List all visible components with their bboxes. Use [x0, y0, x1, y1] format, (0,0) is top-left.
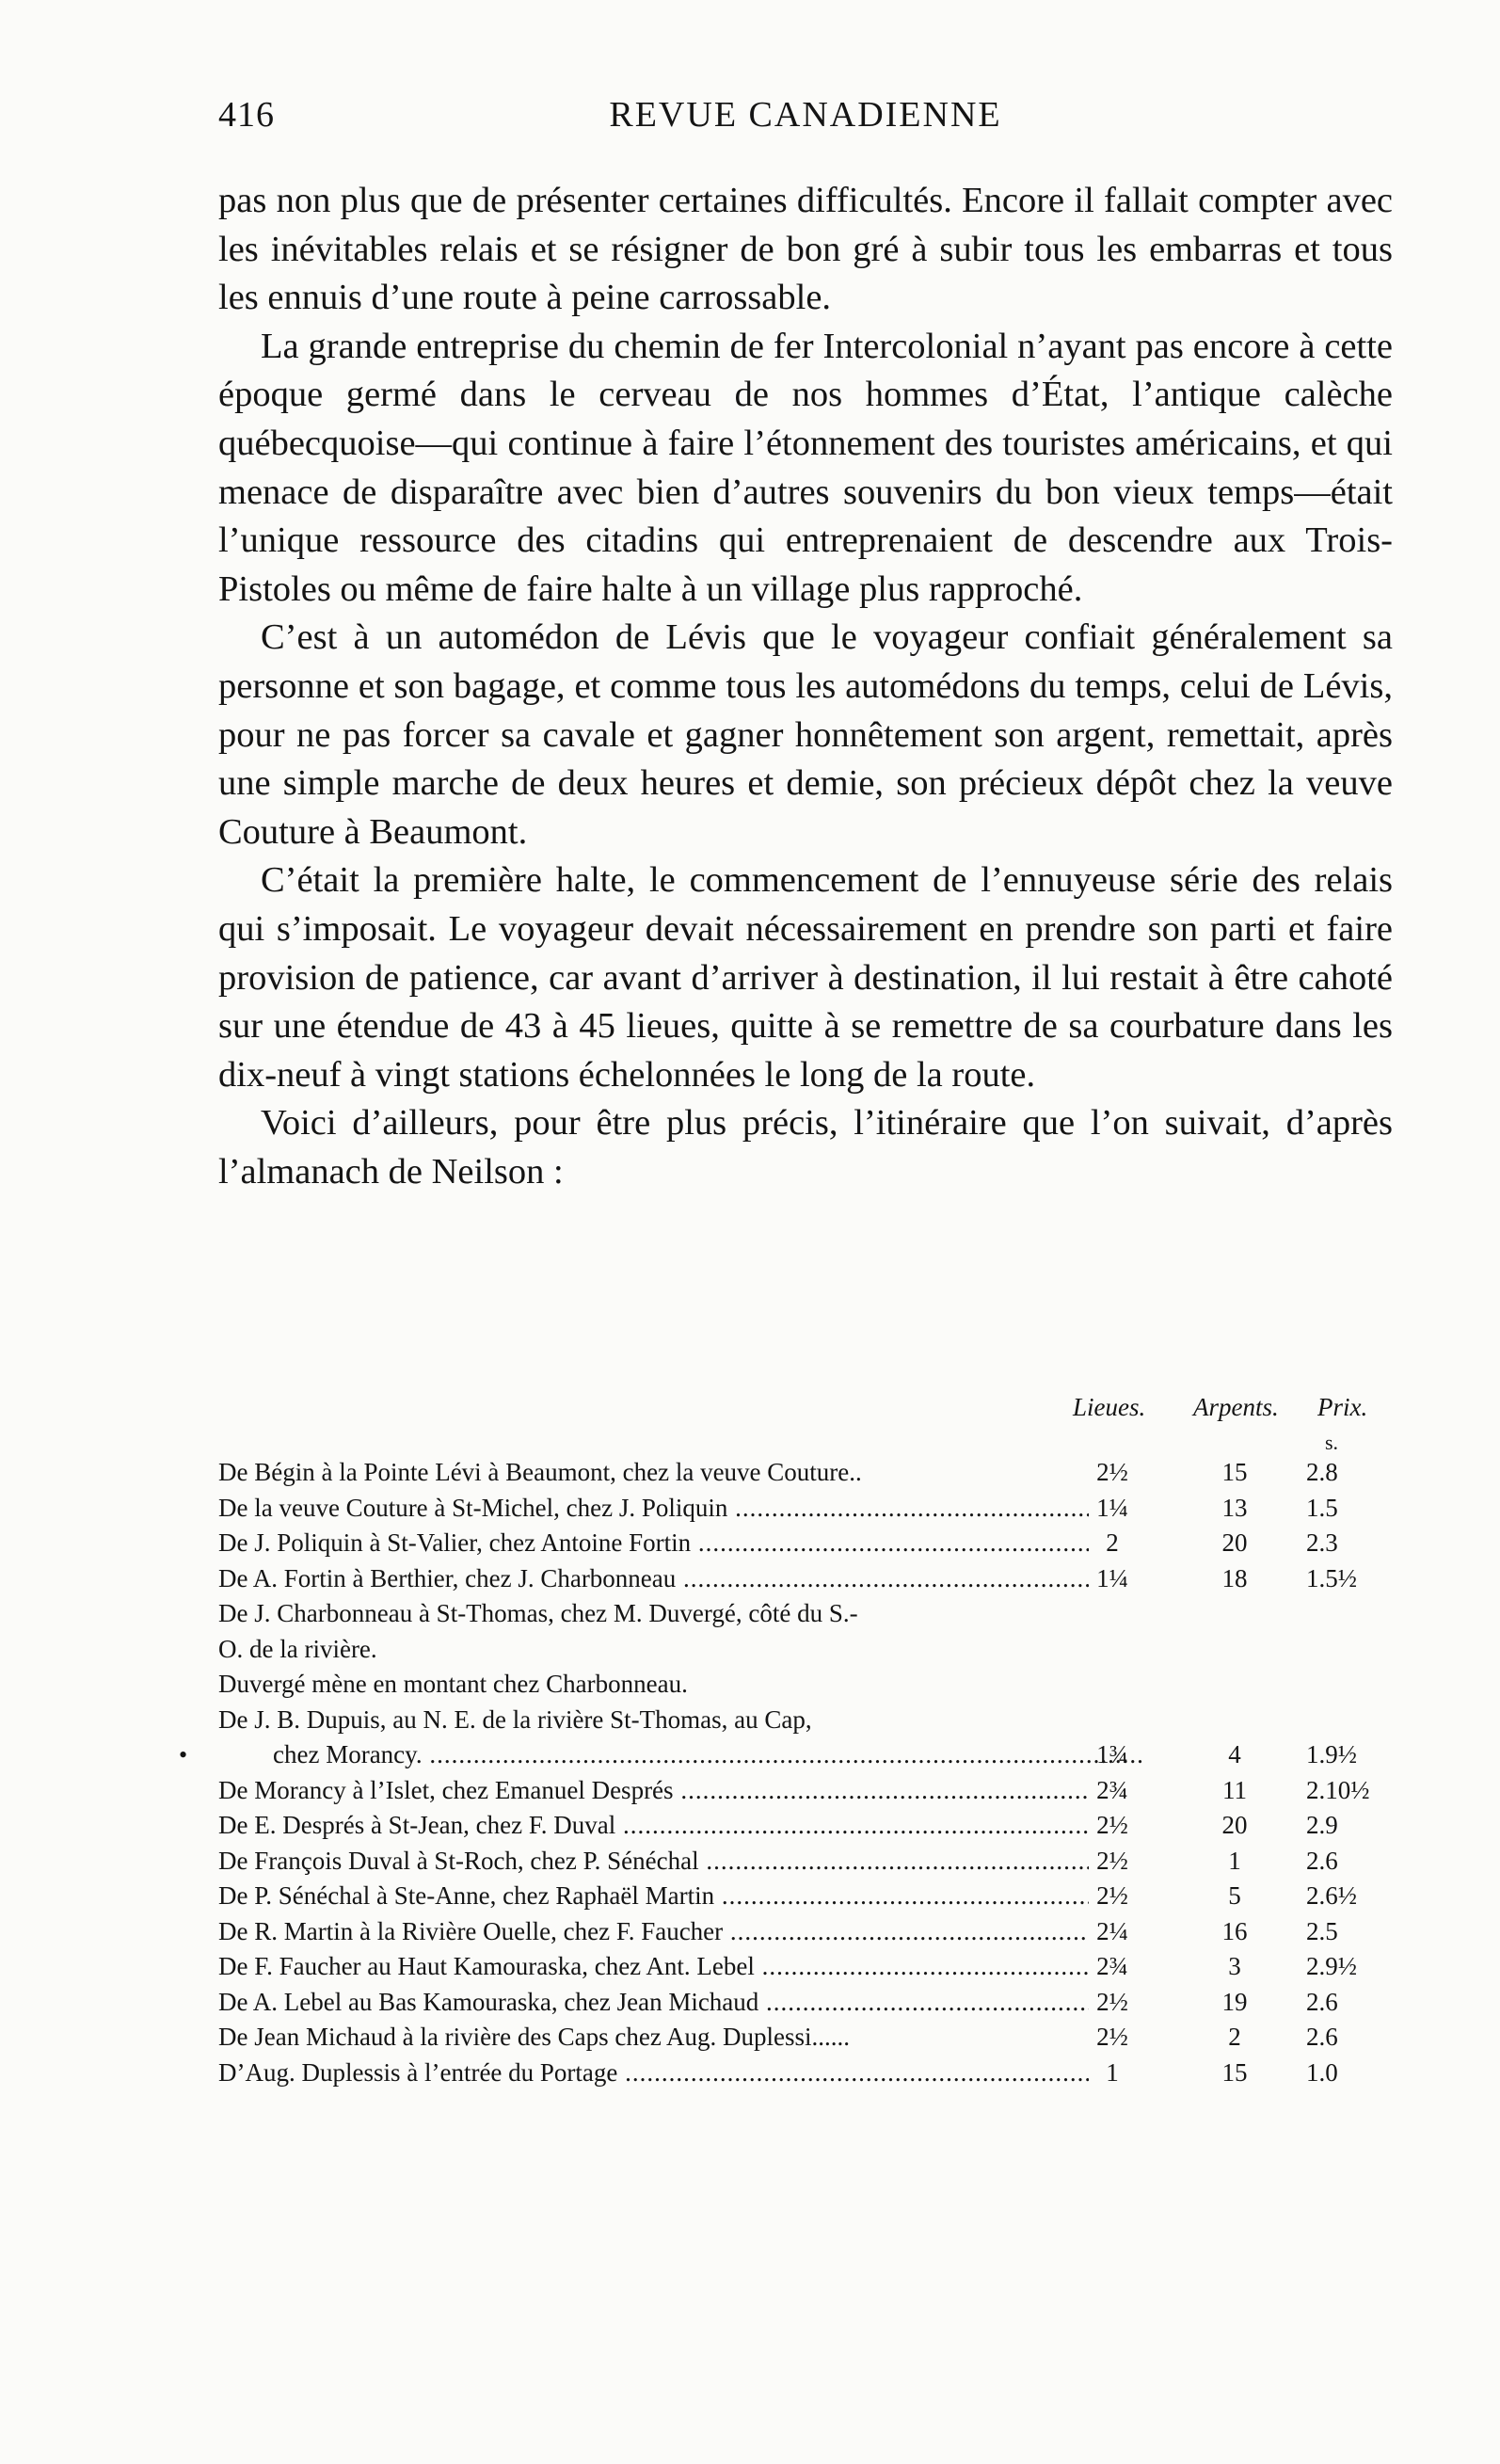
row-arpents: 5	[1228, 1881, 1241, 1910]
row-lieues: 2¾	[1096, 1952, 1128, 1980]
row-lieues: 1	[1106, 2057, 1119, 2087]
row-description: De E. Després à St-Jean, chez F. Duval .....	[218, 1808, 1089, 1844]
paragraph: La grande entreprise du chemin de fer Intercolonial n’ayant pas encore à cette époque germé dans le cerveau de nos hommes d’État, l’antique calèche québecquoise—qui continue à faire l’étonnement des touristes américains, et qui menace de disparaître avec bien d’autres souvenirs du bon vieux temps—était l’unique ressource des citadins qui entreprenaient de descendre aux Trois-Pistoles ou même de faire halte à un village plus rapproché.	[218, 326, 1393, 609]
table-row	[218, 2056, 1393, 2091]
row-lieues: 2¾	[1096, 1775, 1128, 1804]
row-description: De A. Lebel au Bas Kamouraska, chez Jean Michaud .....	[218, 1985, 1089, 2021]
row-description: De R. Martin à la Rivière Ouelle, chez F. Faucher .....	[218, 1914, 1089, 1950]
table-row	[218, 1844, 1393, 1880]
row-lieues: 1¾	[1096, 1740, 1128, 1768]
table-row	[179, 1737, 1393, 1773]
row-description: D’Aug. Duplessis à l’entrée du Portage .....	[218, 2056, 1089, 2091]
row-lieues: 2¼	[1096, 1916, 1128, 1945]
column-header-lieues: Lieues.	[1073, 1393, 1146, 1421]
table-row	[218, 1667, 1393, 1703]
column-header-arpents: Arpents.	[1193, 1393, 1279, 1421]
row-prix: 2.5	[1306, 1916, 1338, 1945]
table-row	[218, 1632, 1393, 1668]
row-prix: 1.0	[1306, 2057, 1338, 2087]
table-row	[218, 2020, 1393, 2056]
row-arpents: 19	[1221, 1987, 1248, 2016]
table-row	[218, 1949, 1393, 1985]
table-row	[218, 1596, 1393, 1632]
row-lieues: 2½	[1096, 1846, 1128, 1875]
paragraph: C’était la première halte, le commencement de l’ennuyeuse série des relais qui s’imposait. Le voyageur devait nécessairement en prendre son parti et faire provision de patience, car avant d’arriver à destination, il lui restait à être cahoté sur une étendue de 43 à 45 lieues, quitte à se remettre de sa courbature dans les dix-neuf à vingt stations échelonnées le long de la route.	[218, 860, 1393, 1095]
running-title: REVUE CANADIENNE	[609, 95, 1002, 135]
row-arpents: 1	[1228, 1846, 1241, 1875]
page-number: 416	[218, 95, 275, 135]
row-arpents: 11	[1222, 1775, 1247, 1804]
margin-bullet: •	[179, 1741, 188, 1768]
row-lieues: 1¼	[1096, 1563, 1128, 1592]
table-row	[218, 1985, 1393, 2021]
row-arpents: 3	[1228, 1952, 1241, 1980]
row-lieues: 2½	[1096, 1811, 1128, 1839]
row-arpents: 15	[1221, 2057, 1248, 2087]
column-header-prix: Prix.	[1317, 1393, 1368, 1421]
row-prix: 2.6	[1306, 1987, 1338, 2016]
row-lieues: 1¼	[1096, 1493, 1128, 1522]
body-text	[218, 177, 1393, 1196]
table-unit-row	[218, 1429, 1393, 1455]
table-row	[218, 1526, 1393, 1561]
row-prix: 1.9½	[1306, 1740, 1357, 1768]
row-description: De J. B. Dupuis, au N. E. de la rivière St-Thomas, au Cap,	[218, 1704, 812, 1734]
table-row	[218, 1455, 1393, 1491]
row-prix: 2.9	[1306, 1811, 1338, 1839]
table-row	[218, 1879, 1393, 1914]
row-lieues: 2½	[1096, 1458, 1128, 1486]
row-lieues: 2½	[1096, 2023, 1128, 2051]
row-description: De Jean Michaud à la rivière des Caps chez Aug. Duplessi......	[218, 2023, 851, 2051]
row-description: Duvergé mène en montant chez Charbonneau.	[218, 1670, 688, 1698]
row-arpents: 16	[1221, 1916, 1248, 1945]
row-arpents: 18	[1221, 1563, 1248, 1592]
row-arpents: 20	[1221, 1811, 1248, 1839]
row-arpents: 2	[1228, 2023, 1241, 2051]
row-description: De A. Fortin à Berthier, chez J. Charbonneau .....	[218, 1561, 1089, 1597]
row-lieues: 2½	[1096, 1881, 1128, 1910]
row-description: De la veuve Couture à St-Michel, chez J. Poliquin .....	[218, 1491, 1089, 1527]
row-arpents: 4	[1228, 1740, 1241, 1768]
row-arpents: 20	[1221, 1528, 1248, 1557]
table-row	[218, 1703, 1393, 1738]
table-row	[218, 1914, 1393, 1950]
table-row	[218, 1773, 1393, 1809]
row-description: De J. Poliquin à St-Valier, chez Antoine Fortin .....	[218, 1526, 1089, 1561]
row-prix: 1.5	[1306, 1493, 1338, 1522]
row-description: O. de la rivière.	[218, 1634, 377, 1663]
row-description: De Bégin à la Pointe Lévi à Beaumont, chez la veuve Couture..	[218, 1458, 862, 1486]
row-prix: 2.6	[1306, 2023, 1338, 2051]
row-prix: 1.5½	[1306, 1563, 1357, 1592]
row-lieues: 2	[1106, 1528, 1119, 1557]
table-row	[218, 1491, 1393, 1527]
price-unit: s.	[1325, 1431, 1339, 1454]
table-row	[218, 1561, 1393, 1597]
table-row	[218, 1808, 1393, 1844]
row-description: De J. Charbonneau à St-Thomas, chez M. Duvergé, côté du S.-	[218, 1599, 858, 1627]
row-description: De Morancy à l’Islet, chez Emanuel Després .....	[218, 1773, 1089, 1809]
page-header	[218, 94, 1393, 151]
row-description: De F. Faucher au Haut Kamouraska, chez Ant. Lebel .....	[218, 1949, 1089, 1985]
table-column-headers	[218, 1393, 1393, 1429]
row-prix: 2.8	[1306, 1458, 1338, 1486]
paragraph: C’est à un automédon de Lévis que le voyageur confiait généralement sa personne et son bagage, et comme tous les automédons du temps, celui de Lévis, pour ne pas forcer sa cavale et gagner honnêtement son argent, remettait, après une simple marche de deux heures et demie, son précieux dépôt chez la veuve Couture à Beaumont.	[218, 617, 1393, 852]
row-description: De P. Sénéchal à Ste-Anne, chez Raphaël Martin .....	[218, 1879, 1089, 1914]
row-arpents: 13	[1221, 1493, 1248, 1522]
row-lieues: 2½	[1096, 1987, 1128, 2016]
paragraph: pas non plus que de présenter certaines difficultés. Encore il fallait compter avec les inévitables relais et se résigner de bon gré à subir tous les embarras et tous les ennuis d’une route à peine carrossable.	[218, 181, 1393, 318]
row-prix: 2.6	[1306, 1846, 1338, 1875]
row-prix: 2.10½	[1306, 1775, 1370, 1804]
paragraph: Voici d’ailleurs, pour être plus précis, l’itinéraire que l’on suivait, d’après l’almanach de Neilson :	[218, 1103, 1393, 1192]
row-description: chez Morancy. .....	[218, 1737, 1143, 1773]
row-prix: 2.3	[1306, 1528, 1338, 1557]
row-arpents: 15	[1221, 1458, 1248, 1486]
row-description: De François Duval à St-Roch, chez P. Sénéchal .....	[218, 1844, 1089, 1880]
itinerary-table	[179, 1393, 1393, 2090]
row-prix: 2.6½	[1306, 1881, 1357, 1910]
row-prix: 2.9½	[1306, 1952, 1357, 1980]
